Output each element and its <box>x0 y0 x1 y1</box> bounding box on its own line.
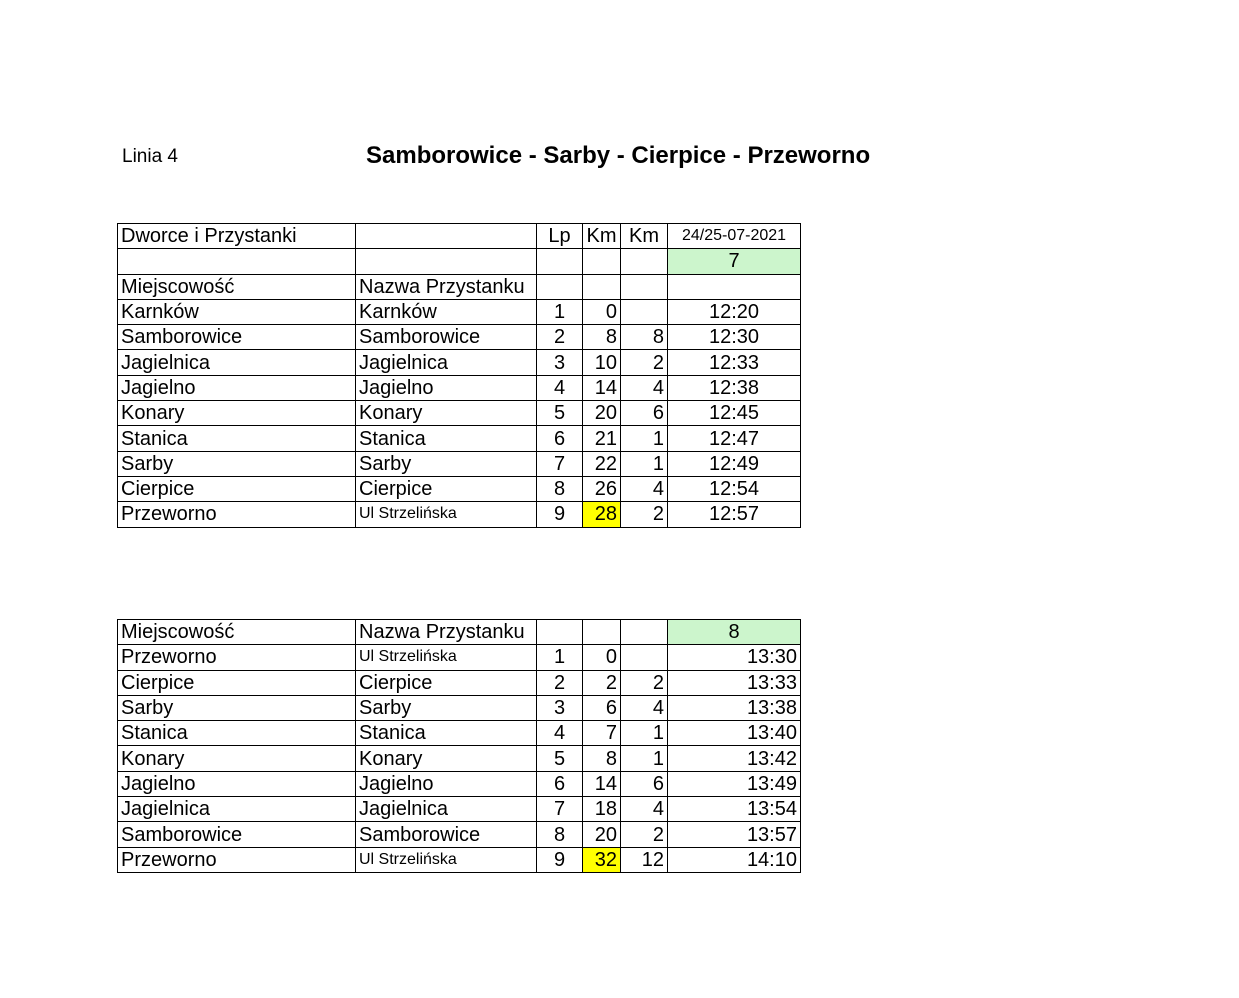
empty-cell <box>621 249 668 274</box>
stop-cell: Ul Strzelińska <box>356 645 537 670</box>
town-cell: Cierpice <box>118 670 356 695</box>
table-row <box>118 645 801 670</box>
stop-cell: Jagielno <box>356 771 537 796</box>
km-cell: 8 <box>583 746 621 771</box>
km-cell: 18 <box>583 797 621 822</box>
km-delta-cell: 4 <box>621 797 668 822</box>
km-delta-header: Km <box>621 224 668 249</box>
km-cell: 14 <box>583 771 621 796</box>
stop-column-title: Nazwa Przystanku <box>356 274 537 299</box>
town-cell: Stanica <box>118 426 356 451</box>
stop-cell: Jagielnica <box>356 350 537 375</box>
stop-cell: Sarby <box>356 451 537 476</box>
km-delta-cell: 4 <box>621 476 668 501</box>
km-delta-cell: 12 <box>621 847 668 872</box>
town-cell: Karnków <box>118 299 356 324</box>
table-row <box>118 451 801 476</box>
stop-cell: Samborowice <box>356 325 537 350</box>
town-cell: Jagielnica <box>118 797 356 822</box>
town-cell: Przeworno <box>118 847 356 872</box>
km-cell: 7 <box>583 721 621 746</box>
km-delta-cell: 4 <box>621 375 668 400</box>
table-row <box>118 325 801 350</box>
time-cell: 13:33 <box>668 670 801 695</box>
table-header-row <box>118 224 801 249</box>
town-cell: Sarby <box>118 695 356 720</box>
lp-cell: 7 <box>537 451 583 476</box>
km-delta-cell: 4 <box>621 695 668 720</box>
km-cell: 8 <box>583 325 621 350</box>
km-cell: 14 <box>583 375 621 400</box>
town-cell: Jagielno <box>118 771 356 796</box>
empty-cell <box>668 274 801 299</box>
km-cell: 0 <box>583 299 621 324</box>
town-cell: Samborowice <box>118 822 356 847</box>
lp-cell: 2 <box>537 325 583 350</box>
stop-cell: Samborowice <box>356 822 537 847</box>
empty-cell <box>537 249 583 274</box>
time-cell: 12:38 <box>668 375 801 400</box>
stop-cell: Sarby <box>356 695 537 720</box>
time-cell: 13:30 <box>668 645 801 670</box>
line-label: Linia 4 <box>122 146 178 167</box>
course-number-row <box>118 249 801 274</box>
km-delta-cell: 1 <box>621 451 668 476</box>
empty-cell <box>537 274 583 299</box>
empty-cell <box>537 620 583 645</box>
town-cell: Przeworno <box>118 502 356 527</box>
stop-column-title: Nazwa Przystanku <box>356 620 537 645</box>
lp-cell: 3 <box>537 350 583 375</box>
empty-cell <box>583 274 621 299</box>
stop-cell: Stanica <box>356 721 537 746</box>
table-row <box>118 375 801 400</box>
stops-header: Dworce i Przystanki <box>118 224 356 249</box>
town-cell: Sarby <box>118 451 356 476</box>
lp-cell: 7 <box>537 797 583 822</box>
km-delta-cell: 2 <box>621 670 668 695</box>
km-cell: 20 <box>583 822 621 847</box>
km-delta-cell: 6 <box>621 771 668 796</box>
empty-cell <box>621 620 668 645</box>
table-row <box>118 797 801 822</box>
lp-cell: 2 <box>537 670 583 695</box>
lp-cell: 6 <box>537 771 583 796</box>
table-row <box>118 350 801 375</box>
km-delta-cell: 2 <box>621 502 668 527</box>
time-cell: 12:33 <box>668 350 801 375</box>
km-delta-cell: 6 <box>621 401 668 426</box>
empty-cell <box>583 249 621 274</box>
table-row <box>118 721 801 746</box>
km-cell: 6 <box>583 695 621 720</box>
lp-cell: 9 <box>537 847 583 872</box>
lp-cell: 9 <box>537 502 583 527</box>
town-cell: Przeworno <box>118 645 356 670</box>
km-cell: 2 <box>583 670 621 695</box>
time-cell: 12:47 <box>668 426 801 451</box>
km-delta-cell: 1 <box>621 721 668 746</box>
km-header: Km <box>583 224 621 249</box>
town-cell: Jagielno <box>118 375 356 400</box>
lp-cell: 6 <box>537 426 583 451</box>
timetable-return <box>117 619 801 873</box>
town-column-title: Miejscowość <box>118 274 356 299</box>
lp-cell: 8 <box>537 476 583 501</box>
table-row <box>118 401 801 426</box>
table-row <box>118 771 801 796</box>
km-cell: 21 <box>583 426 621 451</box>
table-row <box>118 847 801 872</box>
km-delta-cell: 1 <box>621 746 668 771</box>
date-header: 24/25-07-2021 <box>668 224 801 249</box>
column-titles-row <box>118 274 801 299</box>
time-cell: 12:30 <box>668 325 801 350</box>
time-cell: 13:40 <box>668 721 801 746</box>
town-cell: Konary <box>118 401 356 426</box>
lp-cell: 1 <box>537 299 583 324</box>
km-cell: 26 <box>583 476 621 501</box>
lp-header: Lp <box>537 224 583 249</box>
stop-cell: Ul Strzelińska <box>356 502 537 527</box>
town-cell: Cierpice <box>118 476 356 501</box>
empty-header-cell <box>356 224 537 249</box>
town-cell: Stanica <box>118 721 356 746</box>
stop-cell: Cierpice <box>356 476 537 501</box>
town-cell: Jagielnica <box>118 350 356 375</box>
time-cell: 13:54 <box>668 797 801 822</box>
stop-cell: Stanica <box>356 426 537 451</box>
lp-cell: 3 <box>537 695 583 720</box>
table-row <box>118 426 801 451</box>
km-cell: 32 <box>583 847 621 872</box>
table-row <box>118 822 801 847</box>
km-cell: 0 <box>583 645 621 670</box>
table-row <box>118 746 801 771</box>
stop-cell: Konary <box>356 401 537 426</box>
time-cell: 13:38 <box>668 695 801 720</box>
empty-cell <box>118 249 356 274</box>
lp-cell: 4 <box>537 721 583 746</box>
stop-cell: Konary <box>356 746 537 771</box>
time-cell: 12:54 <box>668 476 801 501</box>
page-title: Samborowice - Sarby - Cierpice - Przeworno <box>366 142 871 169</box>
km-delta-cell <box>621 645 668 670</box>
stop-cell: Karnków <box>356 299 537 324</box>
time-cell: 12:57 <box>668 502 801 527</box>
time-cell: 12:49 <box>668 451 801 476</box>
table-row <box>118 476 801 501</box>
time-cell: 13:57 <box>668 822 801 847</box>
time-cell: 12:45 <box>668 401 801 426</box>
km-cell: 20 <box>583 401 621 426</box>
table-row <box>118 502 801 527</box>
town-column-title: Miejscowość <box>118 620 356 645</box>
course-number: 7 <box>668 249 801 274</box>
km-cell: 22 <box>583 451 621 476</box>
km-delta-cell: 1 <box>621 426 668 451</box>
stop-cell: Ul Strzelińska <box>356 847 537 872</box>
stop-cell: Cierpice <box>356 670 537 695</box>
table-row <box>118 299 801 324</box>
stop-cell: Jagielno <box>356 375 537 400</box>
town-cell: Konary <box>118 746 356 771</box>
course-number: 8 <box>668 620 801 645</box>
table-row <box>118 670 801 695</box>
lp-cell: 1 <box>537 645 583 670</box>
lp-cell: 4 <box>537 375 583 400</box>
km-delta-cell: 2 <box>621 822 668 847</box>
km-cell: 10 <box>583 350 621 375</box>
lp-cell: 5 <box>537 401 583 426</box>
lp-cell: 5 <box>537 746 583 771</box>
lp-cell: 8 <box>537 822 583 847</box>
stop-cell: Jagielnica <box>356 797 537 822</box>
empty-cell <box>583 620 621 645</box>
timetable-outbound <box>117 223 801 528</box>
time-cell: 12:20 <box>668 299 801 324</box>
town-cell: Samborowice <box>118 325 356 350</box>
column-titles-row <box>118 620 801 645</box>
time-cell: 14:10 <box>668 847 801 872</box>
time-cell: 13:42 <box>668 746 801 771</box>
empty-cell <box>356 249 537 274</box>
empty-cell <box>621 274 668 299</box>
km-cell: 28 <box>583 502 621 527</box>
table-row <box>118 695 801 720</box>
time-cell: 13:49 <box>668 771 801 796</box>
km-delta-cell: 8 <box>621 325 668 350</box>
km-delta-cell: 2 <box>621 350 668 375</box>
km-delta-cell <box>621 299 668 324</box>
